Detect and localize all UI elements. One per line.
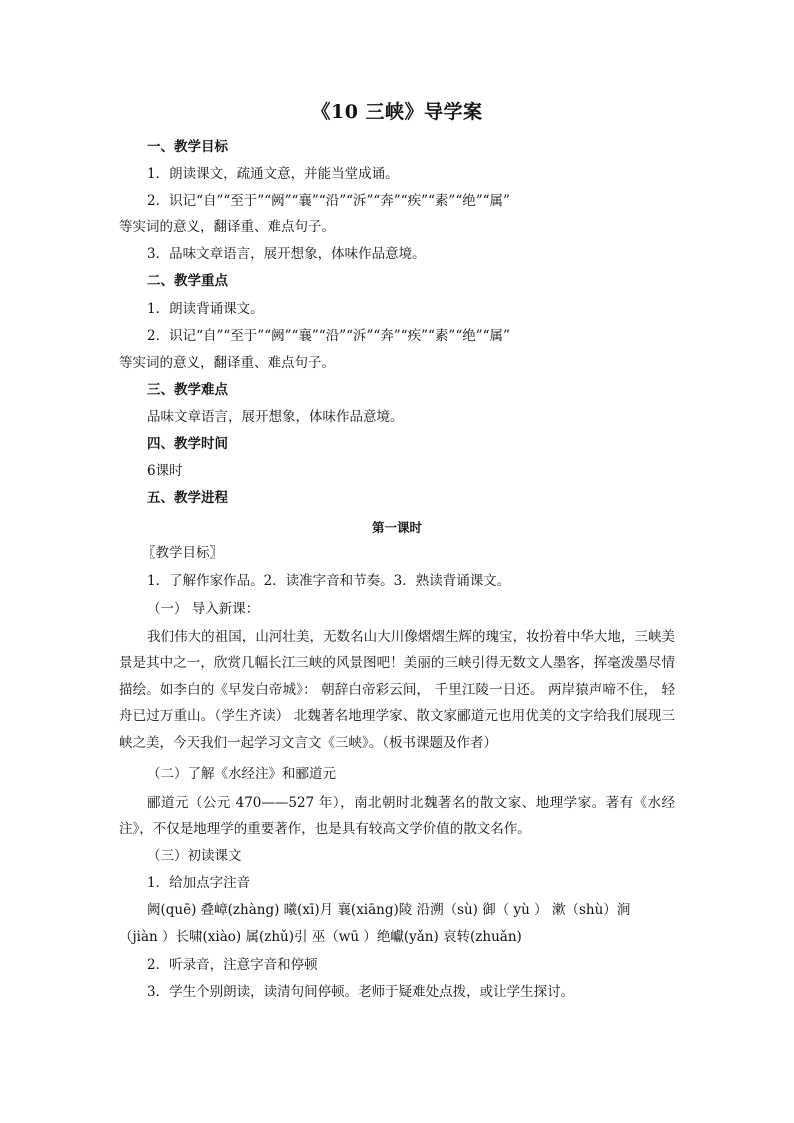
section-heading-time: 四、教学时间	[147, 436, 228, 452]
section-heading-process: 五、教学进程	[147, 490, 228, 506]
step-2: 2．听录音，注意字音和停顿	[147, 957, 318, 973]
lesson-goal-text: 1．了解作家作品。2．读准字音和节奏。3．熟读背诵课文。	[147, 573, 511, 589]
lesson-heading: 第一课时	[371, 520, 422, 535]
key-point-item-2: 2．识记“自”“至于”“阙”“襄”“沿”“泝”“奔”“疾”“素”“绝”“属”	[147, 328, 510, 344]
difficulty-text: 品味文章语言，展开想象，体味作品意境。	[147, 409, 404, 425]
author-label: （二）了解《水经注》和郦道元	[147, 766, 336, 782]
intro-paragraph: 我们伟大的祖国，山河壮美，无数名山大川像熠熠生辉的瑰宝，妆扮着中华大地，三峡美景是其中之一，欣赏几幅长江三峡的风景图吧！美丽的三峡引得无数文人墨客，挥毫泼墨尽情描绘。如李白的《早发白帝城》： 朝辞白帝彩云间， 千里江陵一日还。 两岸猿声啼不住， 轻舟已过万重山。（学生齐读） 北魏著名地理学家、散文家郦道元也用优美的文字给我们展现三峡之美，今天我们一起学习文言文《三峡》。（板书课题及作者）	[119, 629, 675, 751]
author-paragraph: 郦道元（公元 470——527 年），南北朝时北魏著名的散文家、地理学家。著有《水经注》，不仅是地理学的重要著作，也是具有较高文学价值的散文名作。	[119, 795, 675, 838]
read-label: （三）初读课文	[147, 848, 242, 864]
step-3: 3．学生个别朗读，读清句间停顿。老师于疑难处点拨，或让学生探讨。	[147, 984, 575, 1000]
document-title: 《10 三峡》导学案	[311, 101, 483, 123]
section-heading-key-points: 二、教学重点	[147, 273, 228, 289]
objective-item-2: 2．识记“自”“至于”“阙”“襄”“沿”“泝”“奔”“疾”“素”“绝”“属”	[147, 193, 510, 209]
lesson-goal-label: 〖教学目标〗	[142, 545, 223, 561]
section-heading-difficulties: 三、教学难点	[147, 382, 228, 398]
phonetic-line-1: 阙(quē) 叠嶂(zhàng) 曦(xī)月 襄(xiāng)陵 沿溯（sù) 御（ yù ） 漱（shù）涧	[147, 902, 631, 918]
time-text: 6课时	[147, 463, 183, 479]
key-point-item-2-cont: 等实词的意义，翻译重、难点句子。	[119, 355, 335, 371]
intro-label: （一） 导入新课：	[147, 601, 260, 617]
objective-item-2-cont: 等实词的意义，翻译重、难点句子。	[119, 219, 335, 235]
phonetic-label: 1．给加点字注音	[147, 875, 251, 891]
key-point-item-1: 1．朗读背诵课文。	[147, 301, 264, 317]
objective-item-3: 3．品味文章语言，展开想象，体味作品意境。	[147, 246, 426, 262]
section-heading-objectives: 一、教学目标	[147, 139, 228, 155]
phonetic-line-2: （jiàn ）长啸(xiào) 属(zhǔ)引 巫（wū ）绝巘(yǎn) 哀转(zhuǎn)	[119, 929, 522, 945]
objective-item-1: 1．朗读课文，疏通文意，并能当堂成诵。	[147, 166, 399, 182]
